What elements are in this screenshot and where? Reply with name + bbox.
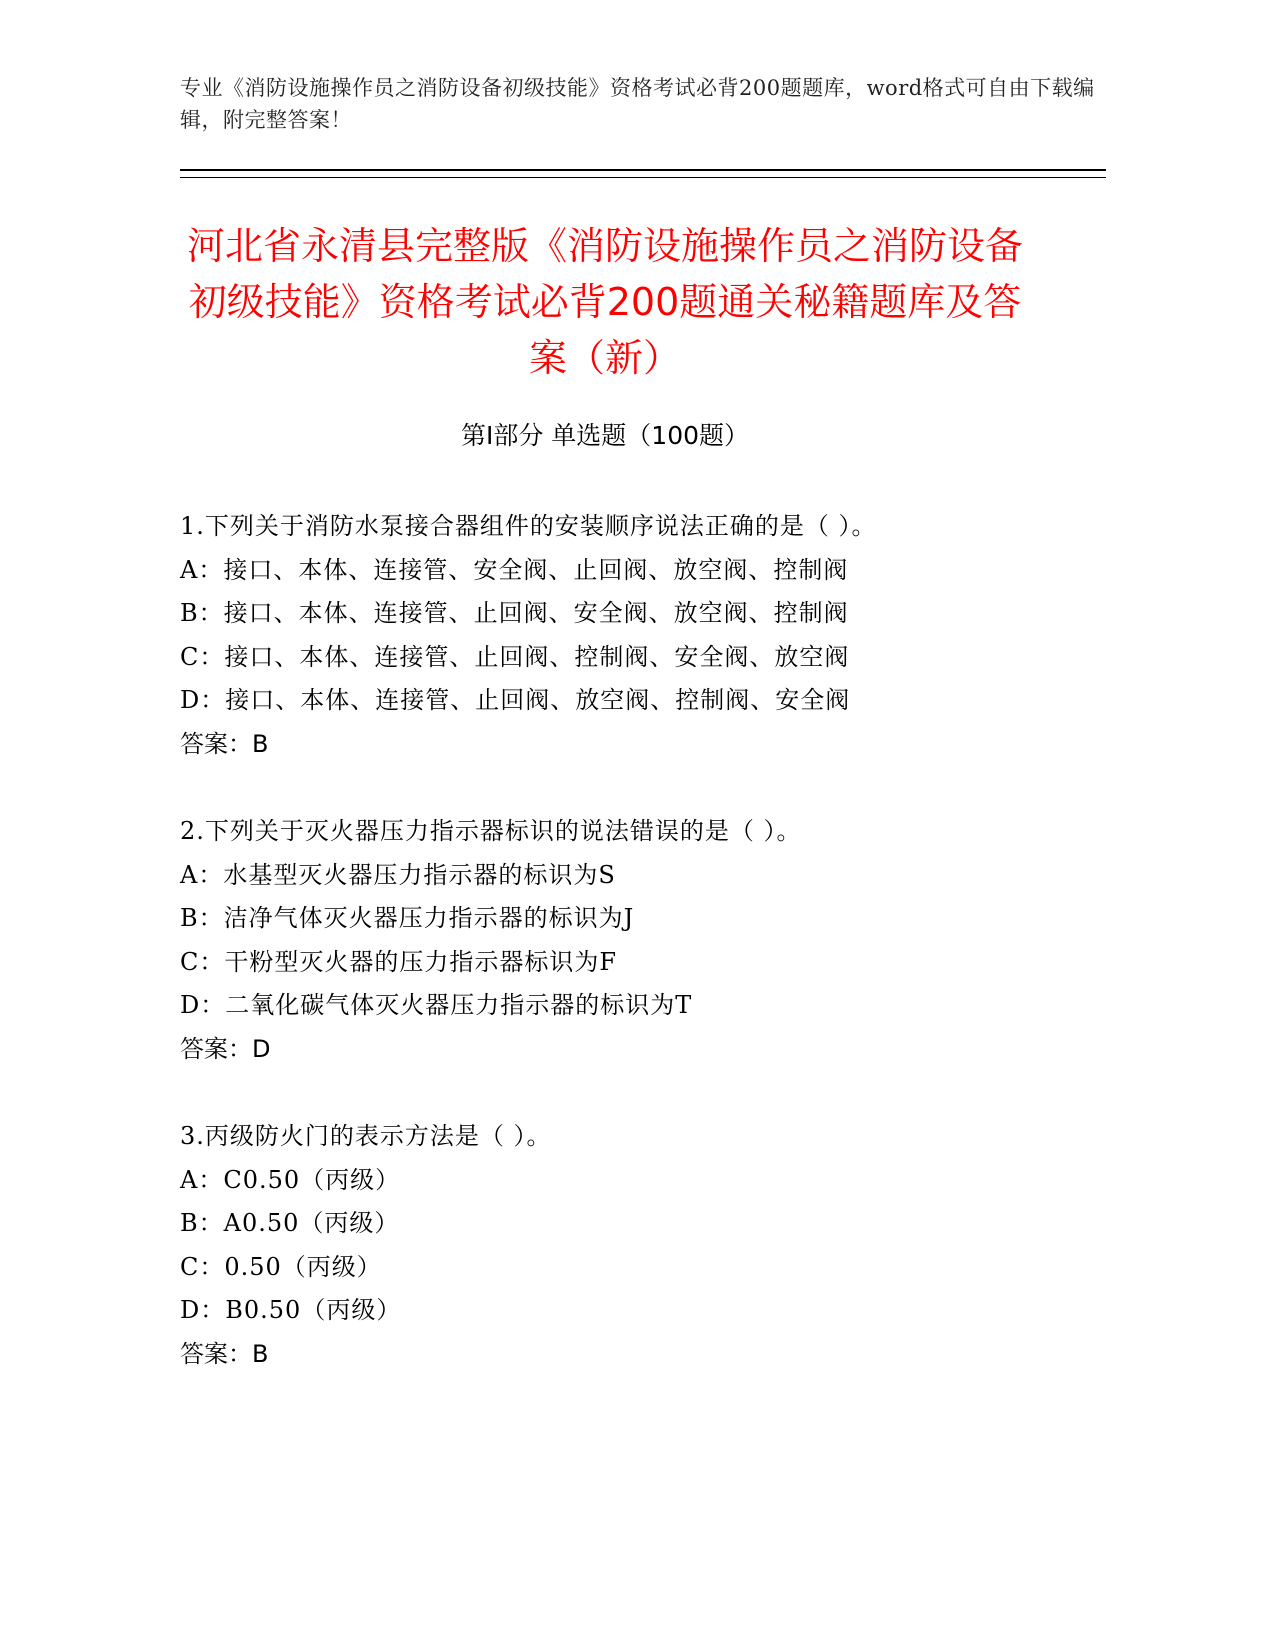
question-stem: 3.丙级防火门的表示方法是（ ）。	[180, 1122, 552, 1150]
option-c: C：干粉型灭火器的压力指示器标识为F	[180, 947, 618, 976]
option-a: A：C0.50（丙级）	[180, 1165, 401, 1194]
option-b: B：接口、本体、连接管、止回阀、安全阀、放空阀、控制阀	[180, 599, 849, 627]
question-list	[180, 505, 1100, 1420]
question-item	[180, 810, 1100, 1071]
option-d: D：接口、本体、连接管、止回阀、放空阀、控制阀、安全阀	[180, 686, 851, 714]
question-stem: 1.下列关于消防水泵接合器组件的安装顺序说法正确的是（ ）。	[180, 512, 877, 540]
question-item	[180, 1115, 1100, 1376]
option-d: D：B0.50（丙级）	[180, 1296, 402, 1324]
option-d: D：二氧化碳气体灭火器压力指示器的标识为T	[180, 991, 693, 1019]
question-stem: 2.下列关于灭火器压力指示器标识的说法错误的是（ ）。	[180, 817, 802, 845]
header-divider-thin	[180, 177, 1106, 178]
option-a: A：水基型灭火器压力指示器的标识为S	[180, 860, 616, 889]
document-title: 河北省永清县完整版《消防设施操作员之消防设备初级技能》资格考试必背200题通关秘籍题库及答案（新）	[186, 224, 1023, 380]
question-item	[180, 505, 1100, 766]
option-c: C：0.50（丙级）	[180, 1252, 382, 1281]
option-c: C：接口、本体、连接管、止回阀、控制阀、安全阀、放空阀	[180, 642, 850, 671]
option-b: B：A0.50（丙级）	[180, 1209, 400, 1237]
answer-label: 答案：B	[180, 1339, 269, 1368]
section-heading: 第Ⅰ部分 单选题（100题）	[460, 421, 750, 450]
answer-label: 答案：B	[180, 729, 269, 758]
answer-label: 答案：D	[180, 1034, 271, 1063]
header-note: 专业《消防设施操作员之消防设备初级技能》资格考试必背200题题库，word格式可自由下载编辑，附完整答案！	[180, 76, 1095, 132]
option-b: B：洁净气体灭火器压力指示器的标识为J	[180, 904, 635, 932]
header-divider-thick	[180, 169, 1106, 171]
option-a: A：接口、本体、连接管、安全阀、止回阀、放空阀、控制阀	[180, 555, 849, 584]
